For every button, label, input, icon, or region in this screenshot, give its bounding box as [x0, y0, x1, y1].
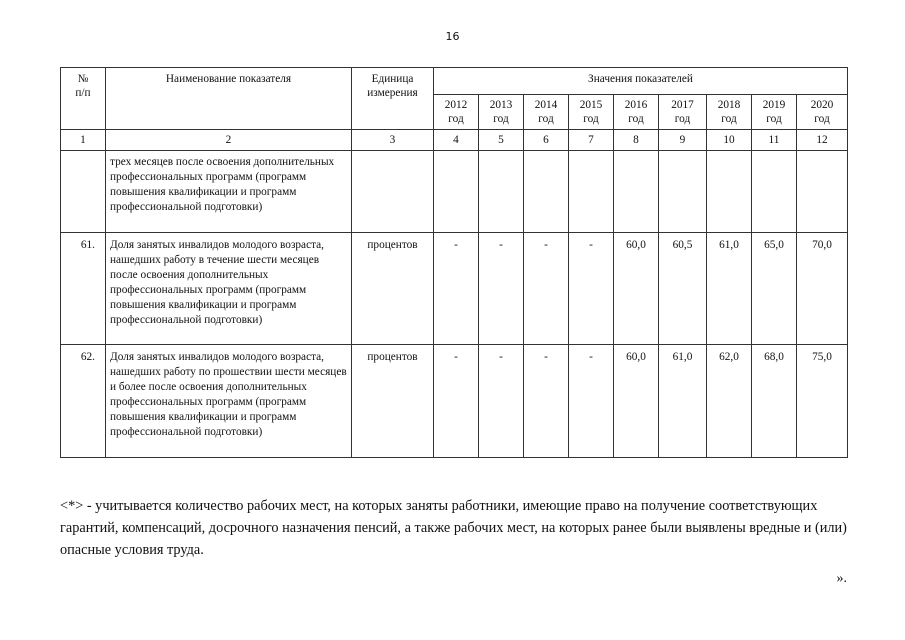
year-label: 2020 — [810, 99, 834, 111]
header-year-2017 — [659, 95, 707, 130]
column-number: 4 — [434, 130, 479, 151]
indicator-unit: процентов — [352, 345, 434, 458]
year-label: 2019 — [762, 99, 786, 111]
header-year-2015 — [569, 95, 614, 130]
header-unit: Единица измерения — [352, 68, 434, 130]
year-label: 2012 — [444, 99, 468, 111]
year-unit-label: год — [721, 113, 737, 125]
column-number: 7 — [569, 130, 614, 151]
page-number: 16 — [445, 30, 460, 43]
indicator-value: 68,0 — [752, 345, 797, 458]
indicators-table — [60, 67, 848, 458]
column-number: 12 — [797, 130, 848, 151]
column-number: 8 — [614, 130, 659, 151]
indicator-value — [614, 151, 659, 233]
indicator-value: - — [524, 233, 569, 345]
indicator-value — [569, 151, 614, 233]
indicator-value: 60,5 — [659, 233, 707, 345]
indicator-value: 70,0 — [797, 233, 848, 345]
header-year-2016 — [614, 95, 659, 130]
indicator-value — [524, 151, 569, 233]
column-number: 11 — [752, 130, 797, 151]
header-year-2020 — [797, 95, 848, 130]
indicator-name: трех месяцев после освоения дополнительных профессиональных программ (программ повышения квалификации и программ профессиональной подготовки) — [106, 151, 352, 233]
year-label: 2015 — [579, 99, 603, 111]
indicator-value — [659, 151, 707, 233]
table-row — [61, 233, 848, 345]
year-label: 2013 — [489, 99, 513, 111]
closing-mark: ». — [836, 571, 847, 586]
row-number: 62. — [61, 345, 106, 458]
year-unit-label: год — [766, 113, 782, 125]
year-label: 2017 — [671, 99, 694, 111]
row-number — [61, 151, 106, 233]
indicator-value — [752, 151, 797, 233]
table-row — [61, 345, 848, 458]
footnote: <*> - учитывается количество рабочих мест, на которых заняты работники, имеющие право на получение соответствующих гарантий, компенсаций, досрочного назначения пенсий, а также рабочих мест, на которых ранее были выявлены вредные и (или) опасные условия труда. — [60, 498, 847, 558]
year-unit-label: год — [814, 113, 830, 125]
header-year-2014 — [524, 95, 569, 130]
indicator-value — [797, 151, 848, 233]
year-label: 2014 — [534, 99, 558, 111]
table-row — [61, 151, 848, 233]
table-body — [61, 130, 848, 458]
column-number: 1 — [61, 130, 106, 151]
year-unit-label: год — [493, 113, 509, 125]
indicator-name: Доля занятых инвалидов молодого возраста, нашедших работу по прошествии шести месяцев и более после освоения дополнительных профессиональных программ (программ повышения квалификации и программ профессиональной подготовки) — [106, 345, 352, 458]
year-unit-label: год — [674, 113, 691, 125]
column-number: 9 — [659, 130, 707, 151]
header-year-2019 — [752, 95, 797, 130]
header-indicator-name: Наименование показателя — [106, 68, 352, 130]
indicator-value: 65,0 — [752, 233, 797, 345]
year-unit-label: год — [538, 113, 554, 125]
column-number: 2 — [106, 130, 352, 151]
indicator-value: 75,0 — [797, 345, 848, 458]
indicator-unit — [352, 151, 434, 233]
year-label: 2018 — [717, 99, 741, 111]
indicator-value: 60,0 — [614, 345, 659, 458]
indicator-value — [707, 151, 752, 233]
indicator-value: 61,0 — [707, 233, 752, 345]
header-number: № п/п — [61, 68, 106, 130]
indicator-value — [479, 151, 524, 233]
indicator-name: Доля занятых инвалидов молодого возраста, нашедших работу в течение шести месяцев после освоения дополнительных профессиональных программ (программ повышения квалификации и программ профессиональной подготовки) — [106, 233, 352, 345]
column-number: 10 — [707, 130, 752, 151]
indicator-value: 61,0 — [659, 345, 707, 458]
column-number: 6 — [524, 130, 569, 151]
indicator-value: - — [434, 233, 479, 345]
indicator-value: - — [479, 345, 524, 458]
indicator-value: - — [524, 345, 569, 458]
indicator-unit: процентов — [352, 233, 434, 345]
header-year-2018 — [707, 95, 752, 130]
indicator-value: - — [479, 233, 524, 345]
header-year-2012 — [434, 95, 479, 130]
indicator-value: - — [434, 345, 479, 458]
column-number-row — [61, 130, 848, 151]
year-unit-label: год — [583, 113, 599, 125]
indicator-value: - — [569, 345, 614, 458]
header-row — [61, 68, 848, 95]
indicator-value: 62,0 — [707, 345, 752, 458]
indicator-value — [434, 151, 479, 233]
year-unit-label: год — [628, 113, 644, 125]
header-values: Значения показателей — [434, 68, 848, 95]
column-number: 3 — [352, 130, 434, 151]
indicator-value: 60,0 — [614, 233, 659, 345]
header-year-2013 — [479, 95, 524, 130]
year-unit-label: год — [448, 113, 464, 125]
column-number: 5 — [479, 130, 524, 151]
year-label: 2016 — [624, 99, 648, 111]
row-number: 61. — [61, 233, 106, 345]
indicator-value: - — [569, 233, 614, 345]
